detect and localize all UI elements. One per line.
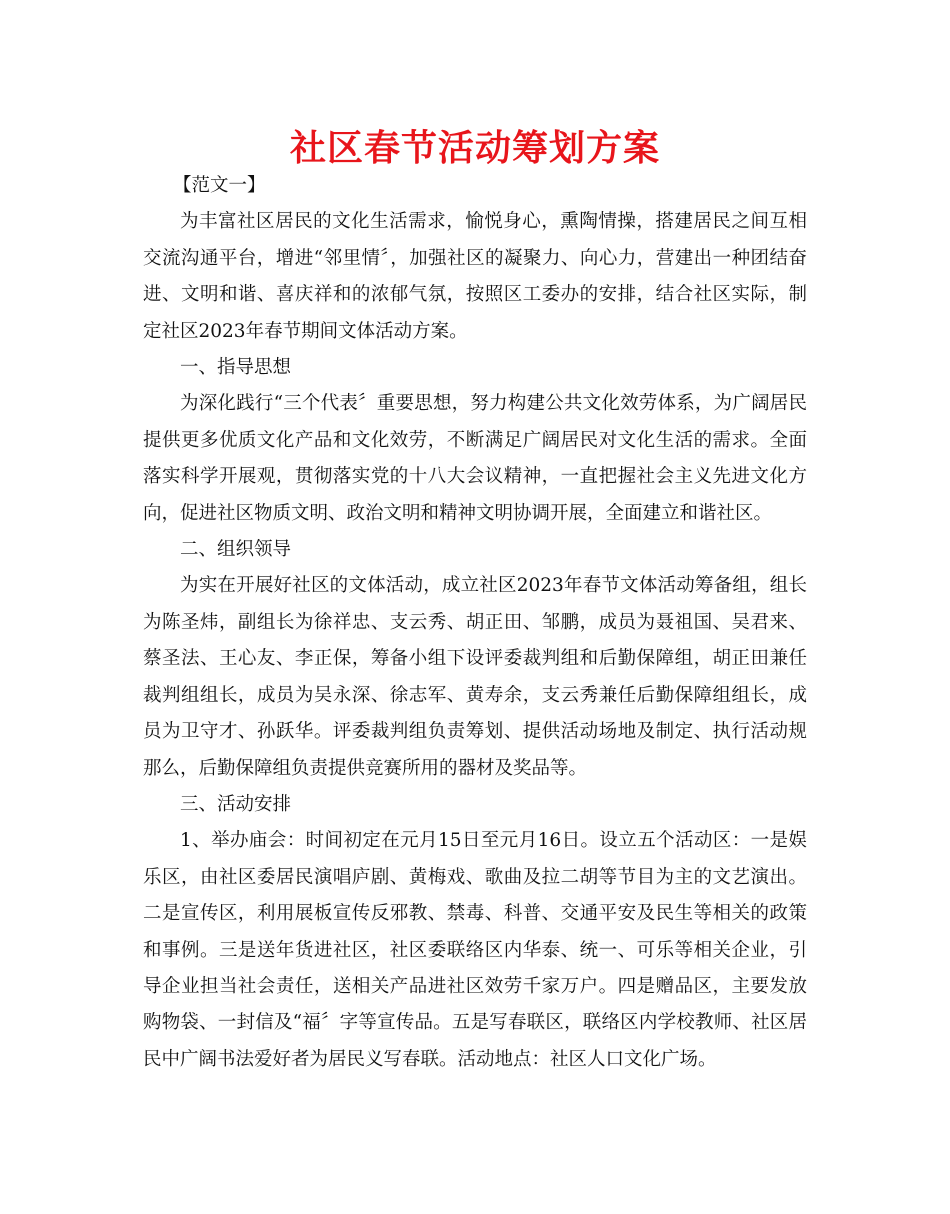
section-heading-organization: 二、组织领导 xyxy=(180,539,292,561)
section-heading-activity-arrangement: 三、活动安排 xyxy=(180,793,292,815)
sample-label: 【范文一】 xyxy=(173,175,266,196)
document-title: 社区春节活动筹划方案 xyxy=(289,128,660,169)
section-paragraph-guiding-ideology: 为深化践行“三个代表〞重要思想，努力构建公共文化效劳体系，为广阔居民提供更多优质文化产品和文化效劳，不断满足广阔居民对文化生活的需求。全面落实科学开展观，贯彻落实党的十八大会议精神，一直把握社会主义先进文化方向，促进社区物质文明、政治文明和精神文明协调开展，全面建立和谐社区。 xyxy=(143,393,807,524)
section-paragraph-temple-fair: 1、举办庙会：时间初定在元月15日至元月16日。设立五个活动区：一是娱乐区，由社区委居民演唱庐剧、黄梅戏、歌曲及拉二胡等节目为主的文艺演出。二是宣传区，利用展板宣传反邪教、禁毒、科普、交通平安及民生等相关的政策和事例。三是送年货进社区，社区委联络区内华泰、统一、可乐等相关企业，引导企业担当社会责任，送相关产品进社区效劳千家万户。四是赠品区，主要发放购物袋、一封信及“福〞字等宣传品。五是写春联区，联络区内学校教师、社区居民中广阔书法爱好者为居民义写春联。活动地点：社区人口文化广场。 xyxy=(143,830,807,1070)
section-heading-guiding-ideology: 一、指导思想 xyxy=(180,357,292,379)
intro-paragraph: 为丰富社区居民的文化生活需求，愉悦身心，熏陶情操，搭建居民之间互相交流沟通平台，增进“邻里情〞，加强社区的凝聚力、向心力，营建出一种团结奋进、文明和谐、喜庆祥和的浓郁气氛，按照区工委办的安排，结合社区实际，制定社区2023年春节期间文体活动方案。 xyxy=(143,211,807,342)
section-paragraph-organization: 为实在开展好社区的文体活动，成立社区2023年春节文体活动筹备组，组长为陈圣炜，副组长为徐祥忠、支云秀、胡正田、邹鹏，成员为聂祖国、吴君来、蔡圣法、王心友、李正保，筹备小组下设评委裁判组和后勤保障组，胡正田兼任裁判组组长，成员为吴永深、徐志军、黄寿余，支云秀兼任后勤保障组组长，成员为卫守才、孙跃华。评委裁判组负责筹划、提供活动场地及制定、执行活动规那么，后勤保障组负责提供竞赛所用的器材及奖品等。 xyxy=(143,575,807,779)
document-body xyxy=(143,168,807,1078)
